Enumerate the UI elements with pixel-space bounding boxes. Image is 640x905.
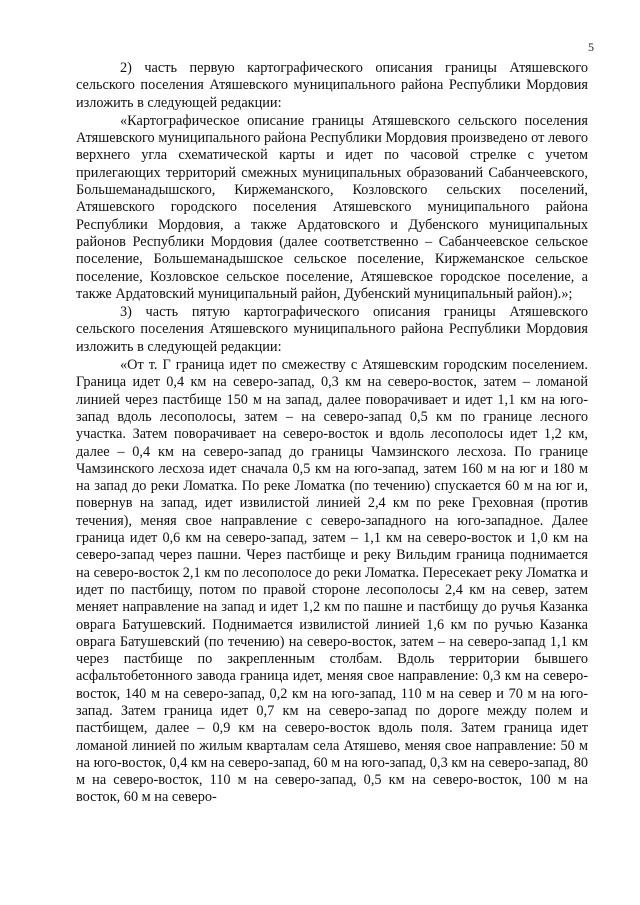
page-number: 5 (588, 40, 594, 54)
paragraph-item-2: 2) часть первую картографического описания границы Атяшевского сельского поселения Атяшевского муниципального района Республики Мордовия изложить в следующей редакции: (76, 60, 588, 111)
document-body (76, 60, 588, 807)
paragraph-item-3: 3) часть пятую картографического описания границы Атяшевского сельского поселения Атяшевского муниципального района Республики Мордовия изложить в следующей редакции: (76, 304, 588, 355)
paragraph-cartographic-description: «Картографическое описание границы Атяшевского сельского поселения Атяшевского муниципального района Республики Мордовия произведено от левого верхнего угла схематической карты и идет по часовой стрелке с учетом прилегающих территорий смежных муниципальных образований Сабанчеевского, Большеманадышского, Киржеманского, Козловского сельских поселений, Атяшевского городского поселения Атяшевского муниципального района Республики Мордовия, а также Ардатовского и Дубенского муниципальных районов Республики Мордовия (далее соответственно – Сабанчеевское сельское поселение, Большеманадышское сельское поселение, Киржеманское сельское поселение, Козловское сельское поселение, Атяшевское городское поселение, а также Ардатовский муниципальный район, Дубенский муниципальный район).»; (76, 112, 588, 302)
paragraph-boundary-description: «От т. Г граница идет по смежеству с Атяшевским городским поселением. Граница идет 0,4 км на северо-запад, 0,3 км на северо-восток, затем – ломаной линией через пастбище 150 м на запад, далее поворачивает и идет 1,1 км на юго-запад вдоль лесополосы, затем – на северо-запад 0,5 км по границе лесного участка. Затем поворачивает на северо-восток и вдоль лесополосы идет 1,2 км, далее – 0,4 км на северо-запад до границы Чамзинского лесхоза. По границе Чамзинского лесхоза идет сначала 0,5 км на юго-запад, затем 160 м на юг и 180 м на запад до реки Ломатка. По реке Ломатка (по течению) спускается 60 м на юг и, повернув на запад, идет извилистой линией 2,4 км по реке Греховная (против течения), меняя свое направление с северо-западного на юго-западное. Далее граница идет 0,6 км на северо-запад, затем – 1,1 км на северо-восток и 1,0 км на северо-запад через пашни. Через пастбище и реку Вильдим граница поднимается на северо-восток 2,1 км по лесополосе до реки Ломатка. Пересекает реку Ломатка и идет по пастбищу, потом по правой стороне лесополосы 2,4 км на север, затем меняет направление на запад и идет 1,2 км по пашне и пастбищу до ручья Казанка оврага Батушевский. Поднимается извилистой линией 1,6 км по ручью Казанка оврага Батушевский (по течению) на северо-восток, затем – на северо-запад 1,1 км через пастбище по закрепленным столбам. Вдоль территории бывшего асфальтобетонного завода граница идет, меняя свое направление: 0,3 км на северо-восток, 140 м на северо-запад, 0,2 км на юго-запад, 110 м на север и 70 м на юго-запад. Затем граница идет 0,7 км на северо-запад по дороге между полем и пастбищем, далее – 0,9 км на северо-восток вдоль поля. Затем граница идет ломаной линией по жилым кварталам села Атяшево, меняя свое направление: 50 м на юго-восток, 0,4 км на северо-запад, 60 м на юго-запад, 0,3 км на северо-запад, 80 м на северо-восток, 110 м на северо-запад, 0,5 км на северо-восток, 100 м на восток, 60 м на северо- (76, 357, 588, 806)
